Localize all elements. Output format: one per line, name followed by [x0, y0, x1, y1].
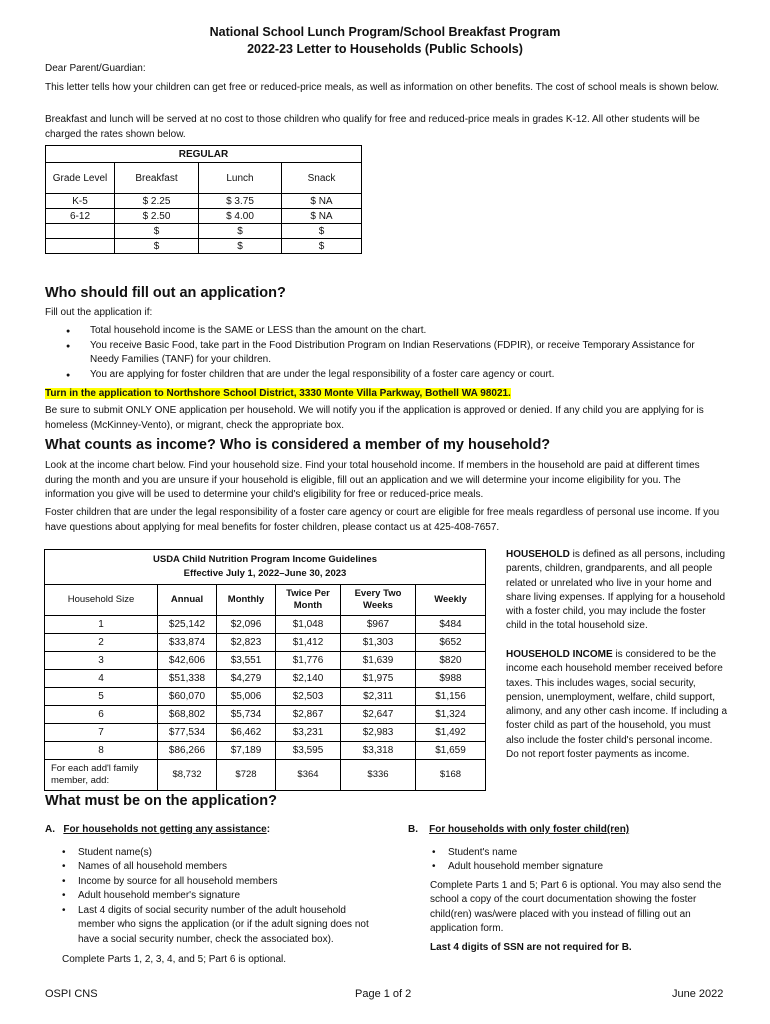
- section-a: [45, 823, 375, 968]
- income-cell: $1,156: [416, 688, 486, 706]
- income-cell: $8,732: [158, 760, 217, 791]
- meal-cell: $: [115, 239, 199, 254]
- table-row: [45, 652, 486, 670]
- household-term: HOUSEHOLD: [506, 549, 570, 560]
- household-income-definition-text: is considered to be the income each household member received before taxes. This includes wages, social security, pension, unemployment, welfare, child support, alimony, and any other cash income. If including a foster child as part of the household, you must also include the foster child's personal income. Do not report foster payments as income.: [506, 649, 728, 761]
- income-cell: $168: [416, 760, 486, 791]
- income-cell: $728: [217, 760, 276, 791]
- section-a-complete: Complete Parts 1, 2, 3, 4, and 5; Part 6 is optional.: [62, 954, 287, 965]
- income-cell: $2,311: [341, 688, 416, 706]
- turn-in-highlight: Turn in the application to Northshore School District, 3330 Monte Villa Parkway, Bothell WA 98021.: [45, 388, 511, 399]
- income-header-monthly: Monthly: [217, 585, 276, 616]
- section-b-list: [432, 846, 728, 875]
- meal-cell: $: [115, 224, 199, 239]
- income-header-every-two-weeks: Every Two Weeks: [341, 585, 416, 616]
- income-cell: $364: [276, 760, 341, 791]
- table-row: [45, 634, 486, 652]
- income-cell: $5,734: [217, 706, 276, 724]
- income-cell: $1,492: [416, 724, 486, 742]
- income-cell: For each add'l family member, add:: [45, 760, 158, 791]
- title-line-2: 2022-23 Letter to Households (Public Schools): [247, 42, 523, 56]
- income-cell: $3,318: [341, 742, 416, 760]
- income-cell: 4: [45, 670, 158, 688]
- income-caption-line-2: Effective July 1, 2022–June 30, 2023: [183, 568, 347, 579]
- section-b-complete: Complete Parts 1 and 5; Part 6 is optional. You may also send the school a copy of the court documentation showing the foster child(ren) was/were placed with you instead of filling out an application form.: [430, 879, 722, 934]
- meal-table-caption: REGULAR: [46, 146, 362, 163]
- income-cell: $2,503: [276, 688, 341, 706]
- income-cell: $1,303: [341, 634, 416, 652]
- meal-cell: $ 2.50: [115, 209, 199, 224]
- footer-left: OSPI CNS: [45, 988, 98, 1000]
- income-paragraph-1: Look at the income chart below. Find your household size. Find your total household income. If members in the household are paid at different times during the month and you are unsure if your household is eligible, fill out an application and we will determine your income eligibility for you. The information you give will be used to determine your child's eligibility for free or reduced-price meals.: [45, 460, 700, 500]
- section-b-label: [408, 823, 728, 838]
- meal-header-breakfast: Breakfast: [115, 163, 199, 194]
- intro-paragraph-1: This letter tells how your children can get free or reduced-price meals, as well as information on other benefits. The cost of school meals is shown below.: [45, 82, 720, 93]
- income-caption-line-1: USDA Child Nutrition Program Income Guidelines: [153, 554, 377, 565]
- income-cell: $51,338: [158, 670, 217, 688]
- income-header-annual: Annual: [158, 585, 217, 616]
- section-a-title: For households not getting any assistance: [63, 824, 267, 835]
- income-cell: 3: [45, 652, 158, 670]
- household-definition-text: is defined as all persons, including parents, children, grandparents, and all people related or unrelated who live in your home and share living expenses. If applying for a household with a foster child, you may include the foster child in the total household size.: [506, 549, 726, 632]
- who-heading: Who should fill out an application?: [45, 285, 286, 301]
- section-a-list: [62, 846, 375, 948]
- income-cell: $2,823: [217, 634, 276, 652]
- income-cell: 2: [45, 634, 158, 652]
- meal-cell: $ 2.25: [115, 194, 199, 209]
- household-definition: [506, 548, 728, 634]
- income-cell: $5,006: [217, 688, 276, 706]
- income-heading: What counts as income? Who is considered a member of my household?: [45, 437, 551, 453]
- income-paragraph-2: Foster children that are under the legal responsibility of a foster care agency or court are eligible for free meals regardless of personal use income. If you have questions about applying for meal benefits for foster children, please contact us at 425-408-7657.: [45, 507, 720, 533]
- income-cell: $2,140: [276, 670, 341, 688]
- list-item: • Last 4 digits of social security number of the adult household member who signs the application (or if the adult signing does not have a social security number, check the associated box).: [62, 904, 375, 948]
- meal-cell: $: [282, 239, 362, 254]
- meal-price-table: [45, 145, 362, 254]
- income-cell: $7,189: [217, 742, 276, 760]
- footer-date: June 2022: [672, 988, 724, 1000]
- income-header-size: Household Size: [45, 585, 158, 616]
- income-cell: $336: [341, 760, 416, 791]
- table-row: [45, 724, 486, 742]
- section-b-ssn-note: Last 4 digits of SSN are not required for B.: [430, 941, 632, 953]
- list-item: ● Total household income is the SAME or LESS than the amount on the chart.: [66, 324, 726, 339]
- list-item: ● You are applying for foster children that are under the legal responsibility of a foster care agency or court.: [66, 368, 726, 383]
- meal-header-lunch: Lunch: [199, 163, 282, 194]
- income-cell: $820: [416, 652, 486, 670]
- income-cell: $2,983: [341, 724, 416, 742]
- table-row: [45, 742, 486, 760]
- document-title: [0, 24, 770, 58]
- household-income-term: HOUSEHOLD INCOME: [506, 649, 613, 660]
- meal-cell: $ NA: [282, 209, 362, 224]
- list-item: • Adult household member signature: [432, 860, 728, 875]
- meal-cell: 6-12: [46, 209, 115, 224]
- income-cell: $4,279: [217, 670, 276, 688]
- income-cell: $652: [416, 634, 486, 652]
- income-cell: 5: [45, 688, 158, 706]
- income-cell: $1,412: [276, 634, 341, 652]
- income-table-caption: [45, 550, 486, 585]
- income-cell: $68,802: [158, 706, 217, 724]
- income-cell: $988: [416, 670, 486, 688]
- who-bullet-list: [66, 324, 726, 382]
- application-heading: What must be on the application?: [45, 793, 277, 809]
- income-cell: $2,096: [217, 616, 276, 634]
- meal-cell: $: [199, 239, 282, 254]
- submit-once-paragraph: Be sure to submit ONLY ONE application per household. We will notify you if the application is approved or denied. If any child you are applying for is homeless (McKinney-Vento), or migrant, check the appropriate box.: [45, 405, 704, 431]
- income-cell: $1,048: [276, 616, 341, 634]
- meal-cell: $ NA: [282, 194, 362, 209]
- intro-paragraph-2: Breakfast and lunch will be served at no cost to those children who qualify for free and reduced-price meals in grades K-12. All other students will be charged the rates shown below.: [45, 114, 700, 140]
- section-b-title: For households with only foster child(ren): [429, 824, 630, 835]
- who-lead: Fill out the application if:: [45, 307, 153, 318]
- table-row: [45, 706, 486, 724]
- list-item: • Names of all household members: [62, 860, 375, 875]
- income-cell: $484: [416, 616, 486, 634]
- meal-row: [46, 224, 362, 239]
- section-b: [408, 823, 728, 955]
- income-cell: $86,266: [158, 742, 217, 760]
- meal-header-grade: Grade Level: [46, 163, 115, 194]
- table-row: [45, 670, 486, 688]
- meal-row: [46, 209, 362, 224]
- list-item: ● You receive Basic Food, take part in the Food Distribution Program on Indian Reservations (FDPIR), or receive Temporary Assistance for Needy Families (TANF) for your children.: [66, 339, 726, 368]
- list-item: • Adult household member's signature: [62, 889, 375, 904]
- meal-cell: $ 4.00: [199, 209, 282, 224]
- income-cell: $1,776: [276, 652, 341, 670]
- section-a-colon: :: [266, 824, 271, 835]
- income-header-weekly: Weekly: [416, 585, 486, 616]
- income-cell: $2,647: [341, 706, 416, 724]
- section-a-letter: A.: [45, 824, 55, 835]
- list-item: • Income by source for all household members: [62, 875, 375, 890]
- income-cell: $6,462: [217, 724, 276, 742]
- meal-row: [46, 194, 362, 209]
- income-cell: $967: [341, 616, 416, 634]
- meal-cell: $: [282, 224, 362, 239]
- income-cell: $77,534: [158, 724, 217, 742]
- income-cell: $2,867: [276, 706, 341, 724]
- table-row: [45, 760, 486, 791]
- page-number: Page 1 of 2: [355, 988, 412, 1000]
- income-cell: 7: [45, 724, 158, 742]
- income-cell: $42,606: [158, 652, 217, 670]
- income-cell: 1: [45, 616, 158, 634]
- table-row: [45, 688, 486, 706]
- income-cell: $25,142: [158, 616, 217, 634]
- section-a-label: [45, 823, 375, 838]
- income-cell: $1,324: [416, 706, 486, 724]
- income-guidelines-table: [44, 549, 486, 791]
- income-header-twice-per-month: Twice Per Month: [276, 585, 341, 616]
- income-cell: $60,070: [158, 688, 217, 706]
- income-cell: $33,874: [158, 634, 217, 652]
- meal-row: [46, 239, 362, 254]
- turn-in-notice: [45, 387, 725, 402]
- income-cell: $3,595: [276, 742, 341, 760]
- income-cell: 8: [45, 742, 158, 760]
- greeting: Dear Parent/Guardian:: [45, 63, 146, 74]
- income-cell: $1,639: [341, 652, 416, 670]
- income-cell: 6: [45, 706, 158, 724]
- household-income-definition: [506, 648, 728, 762]
- section-b-letter: B.: [408, 824, 418, 835]
- meal-cell: [46, 239, 115, 254]
- income-cell: $1,975: [341, 670, 416, 688]
- list-item: • Student name(s): [62, 846, 375, 861]
- meal-cell: $ 3.75: [199, 194, 282, 209]
- meal-header-snack: Snack: [282, 163, 362, 194]
- meal-cell: [46, 224, 115, 239]
- table-row: [45, 616, 486, 634]
- income-cell: $3,231: [276, 724, 341, 742]
- meal-cell: $: [199, 224, 282, 239]
- list-item: • Student's name: [432, 846, 728, 861]
- meal-cell: K-5: [46, 194, 115, 209]
- income-cell: $3,551: [217, 652, 276, 670]
- title-line-1: National School Lunch Program/School Breakfast Program: [209, 25, 561, 39]
- income-cell: $1,659: [416, 742, 486, 760]
